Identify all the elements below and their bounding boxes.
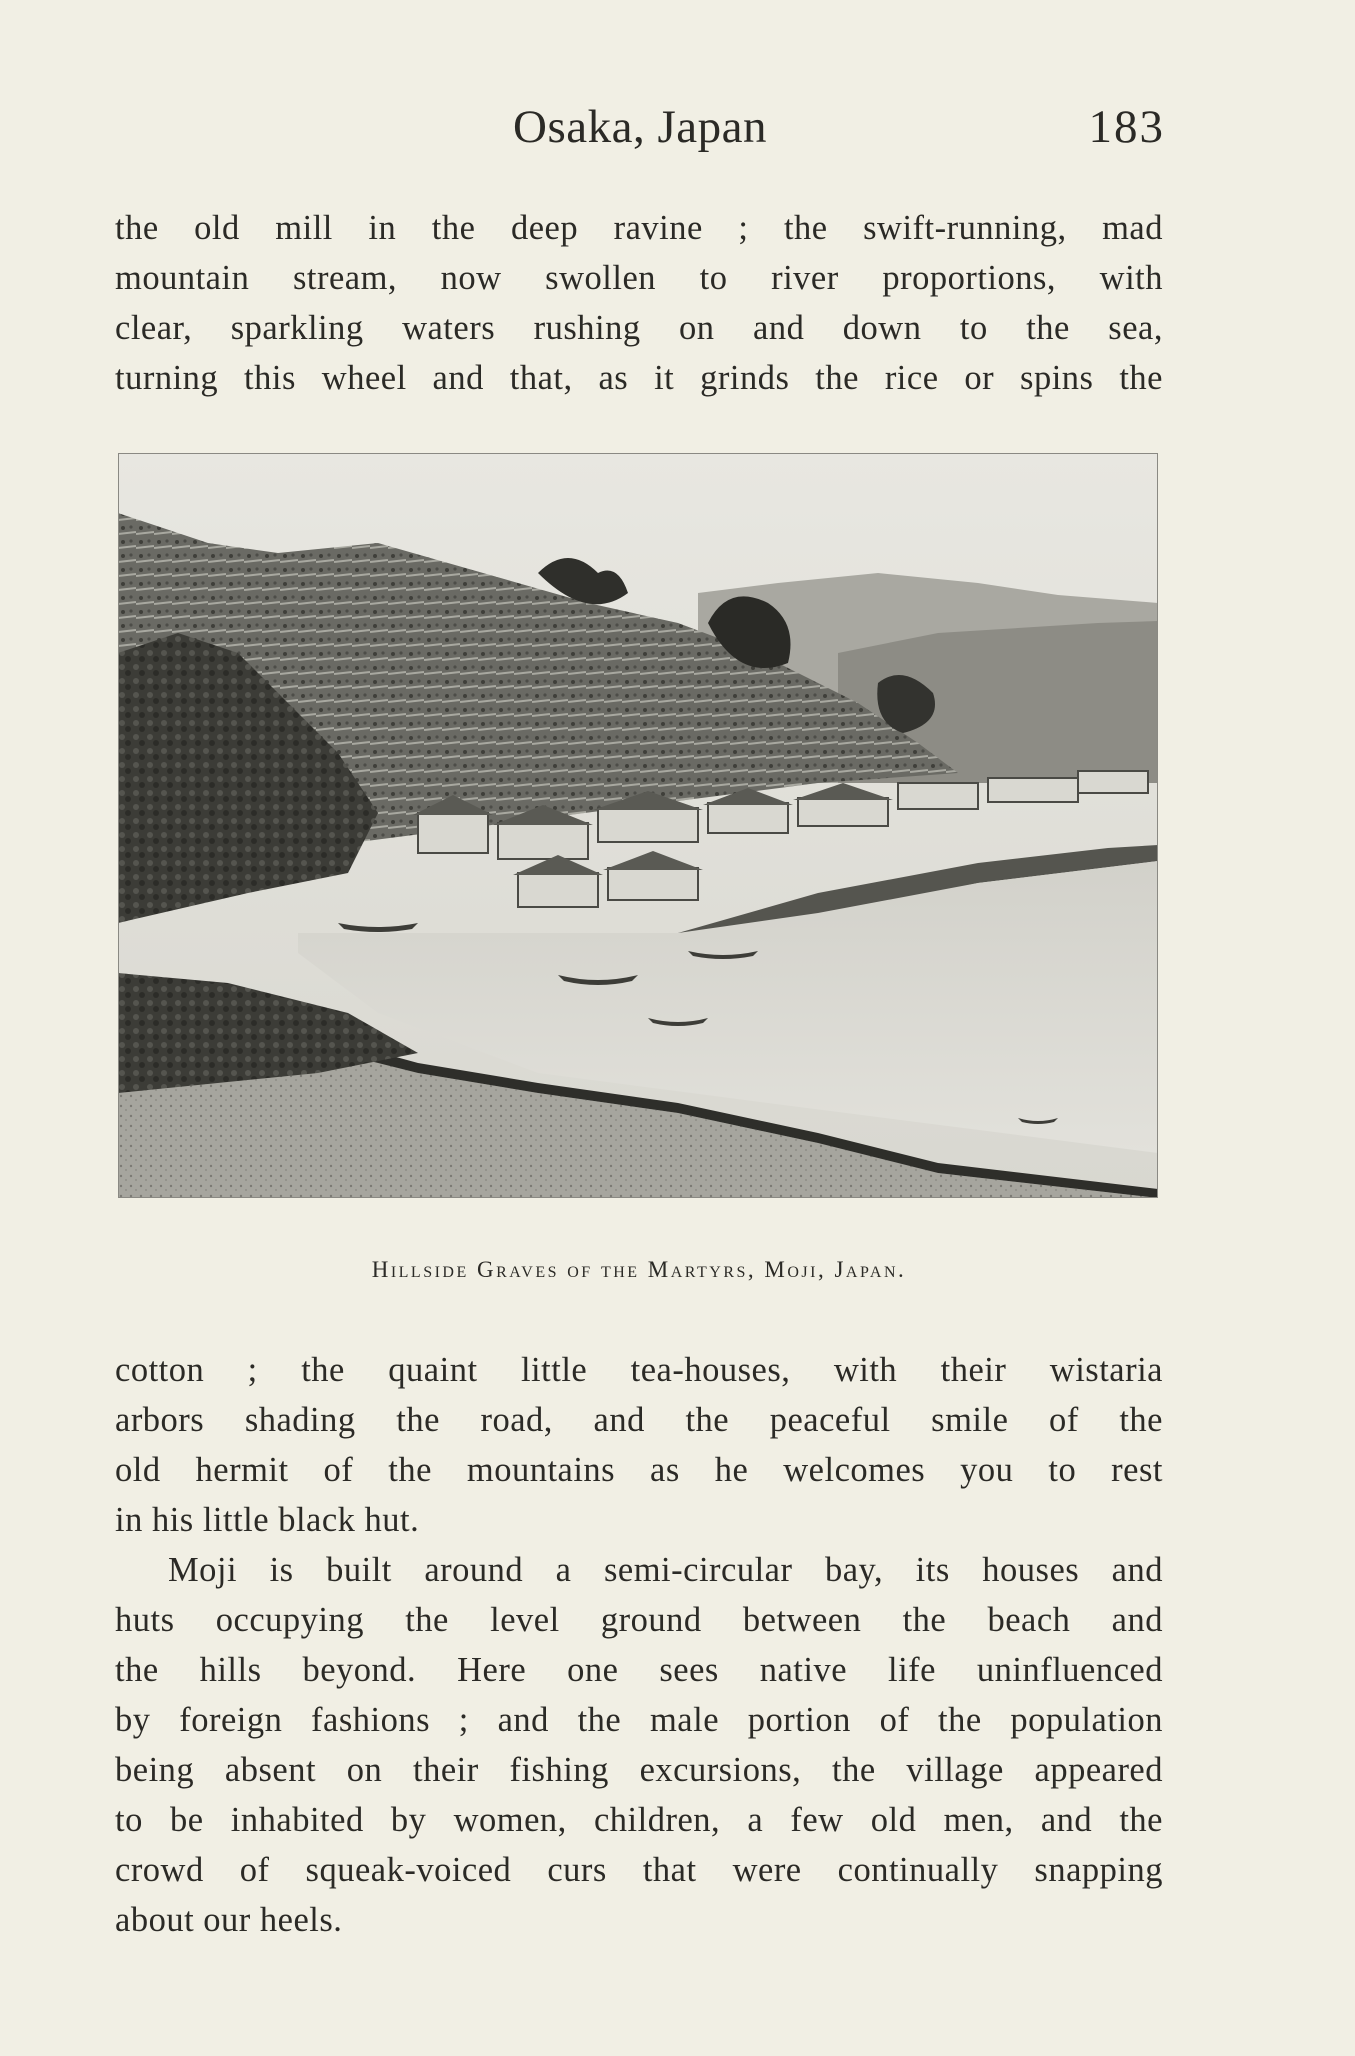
- text-line: the hills beyond. Here one sees native life uninfluenced: [115, 1651, 1163, 1689]
- text-line: cotton ; the quaint little tea-houses, with their wistaria: [115, 1351, 1163, 1389]
- text-line: by foreign fashions ; and the male portion of the population: [115, 1701, 1163, 1739]
- body-text-bottom: [115, 1345, 1163, 1945]
- text-line: being absent on their fishing excursions, the village appeared: [115, 1751, 1163, 1789]
- running-head: [115, 100, 1165, 160]
- text-line: the old mill in the deep ravine ; the swift-running, mad: [115, 209, 1163, 247]
- text-line: turning this wheel and that, as it grinds the rice or spins the: [115, 359, 1163, 397]
- text-line: crowd of squeak-voiced curs that were continually snapping: [115, 1851, 1163, 1889]
- text-line: to be inhabited by women, children, a few old men, and the: [115, 1801, 1163, 1839]
- photograph-plate: [118, 453, 1158, 1198]
- text-line: clear, sparkling waters rushing on and down to the sea,: [115, 309, 1163, 347]
- text-line: Moji is built around a semi-circular bay, its houses and: [168, 1551, 1163, 1589]
- body-text-top: [115, 203, 1163, 403]
- text-line: about our heels.: [115, 1901, 343, 1939]
- running-title: Osaka, Japan: [513, 101, 767, 153]
- hillside-village-photograph: [118, 453, 1158, 1198]
- text-line: in his little black hut.: [115, 1501, 420, 1539]
- text-line: huts occupying the level ground between the beach and: [115, 1601, 1163, 1639]
- page-number: 183: [1088, 101, 1165, 153]
- figure-caption: Hillside Graves of the Martyrs, Moji, Japan.: [371, 1257, 907, 1282]
- text-line: arbors shading the road, and the peaceful smile of the: [115, 1401, 1163, 1439]
- text-line: old hermit of the mountains as he welcomes you to rest: [115, 1451, 1163, 1489]
- text-line: mountain stream, now swollen to river proportions, with: [115, 259, 1163, 297]
